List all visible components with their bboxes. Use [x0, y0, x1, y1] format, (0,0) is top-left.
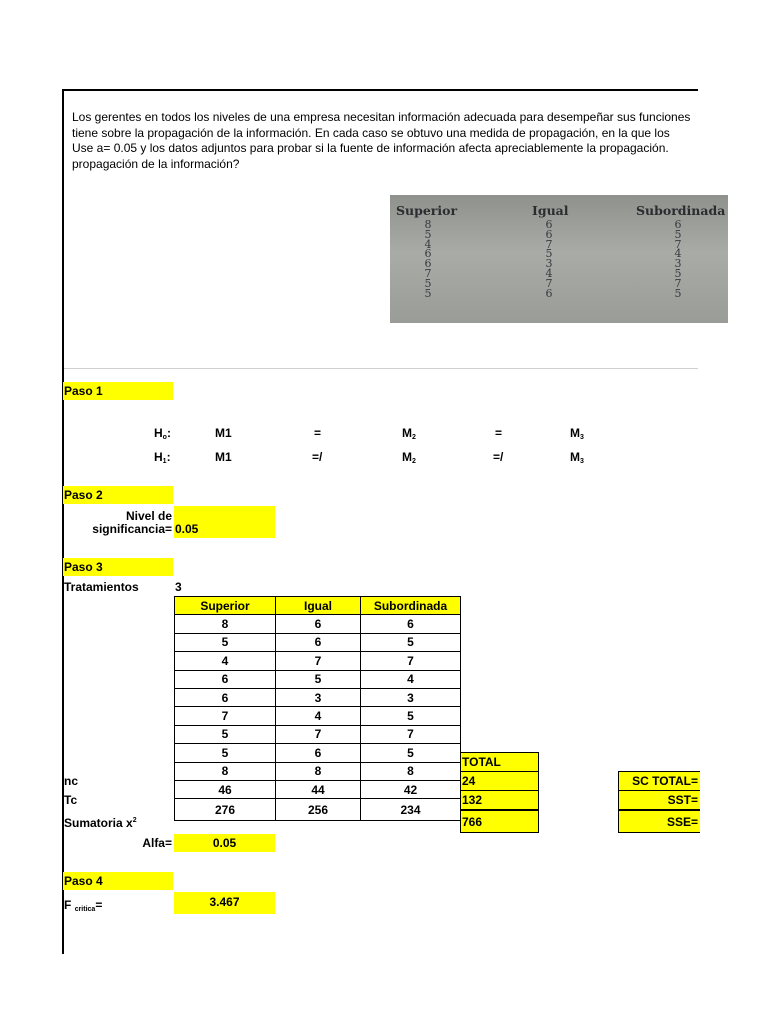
table-row: 6 5 4 — [175, 670, 461, 688]
anova-data-table — [174, 596, 461, 821]
sse-label: SSE= — [618, 810, 700, 833]
h1-symbol: $H_1$: — [154, 450, 171, 465]
alfa-value[interactable]: 0.05 — [174, 834, 275, 852]
table-row: 6 3 3 — [175, 688, 461, 706]
tc-total[interactable]: 132 — [460, 790, 539, 810]
table-row: 4 7 7 — [175, 652, 461, 670]
table-row: 5 6 5 — [175, 633, 461, 651]
h0-m3: $M_3$ — [570, 426, 584, 441]
sheet-top-border — [62, 89, 698, 91]
h0-op2: = — [495, 426, 503, 440]
photo-col-superior: 8 5 4 6 6 7 5 5 — [424, 218, 432, 300]
nivel-significancia-label: Nivel de significancia= — [92, 509, 172, 536]
table-row: 7 4 5 — [175, 707, 461, 725]
problem-line: Los gerentes en todos los niveles de una empresa necesitan información adecuada para desempeñar sus funciones — [72, 110, 691, 124]
problem-line: tiene sobre la propagación de la información. En cada caso se obtuvo una medida de propagación, en la que los — [72, 125, 670, 140]
h0-m1: M1 — [215, 426, 232, 440]
h1-m3: $M_3$ — [570, 450, 584, 465]
table-header-row — [175, 597, 461, 615]
f-critica-label: F $_{critica}$= — [64, 898, 103, 913]
hypothesis-alternative — [0, 450, 768, 466]
nc-label: nc — [64, 774, 79, 788]
paso3-label: Paso 3 — [63, 558, 173, 576]
h0-op1: = — [314, 426, 322, 440]
hypothesis-null — [0, 426, 768, 442]
table-row: 5 7 7 — [175, 725, 461, 743]
h0-symbol: $H_o$: — [154, 426, 171, 441]
paso2-label: Paso 2 — [63, 486, 173, 504]
tratamientos-value: 3 — [175, 580, 182, 594]
data-photo — [390, 195, 728, 323]
tc-label: Tc — [64, 793, 78, 807]
h1-m1: M1 — [215, 450, 232, 464]
table-row: 5 6 5 — [175, 744, 461, 762]
tc-row: 46 44 42 — [175, 780, 461, 798]
table-row: 8 6 6 — [175, 615, 461, 633]
photo-header-superior: Superior — [396, 203, 458, 218]
col-header-superior: Superior — [175, 597, 276, 615]
total-header: TOTAL — [460, 752, 539, 772]
nivel-significancia-value[interactable]: 0.05 — [174, 506, 275, 538]
f-critica-value[interactable]: 3.467 — [174, 892, 275, 914]
paso4-label: Paso 4 — [63, 872, 173, 890]
h1-op2: =/ — [493, 450, 504, 464]
problem-line: Use a= 0.05 y los datos adjuntos para probar si la fuente de información afecta apreciablemente la propagación. — [72, 141, 669, 155]
col-header-igual: Igual — [276, 597, 361, 615]
col-header-subordinada: Subordinada — [361, 597, 461, 615]
photo-col-igual: 6 6 7 5 3 4 7 6 — [545, 218, 553, 300]
section-divider — [64, 368, 698, 369]
sumx2-total[interactable]: 766 — [460, 810, 539, 833]
sc-total-label: SC TOTAL= — [618, 771, 700, 791]
h0-m2: $M_2$ — [402, 426, 416, 441]
tratamientos-label: Tratamientos — [64, 580, 139, 594]
sumx2-row: 276 256 234 — [175, 799, 461, 821]
photo-header-igual: Igual — [532, 203, 569, 218]
alfa-label: Alfa= — [142, 836, 172, 850]
problem-line: propagación de la información? — [72, 156, 240, 171]
paso1-label: Paso 1 — [63, 382, 173, 400]
nc-row: 8 8 8 — [175, 762, 461, 780]
sst-label: SST= — [618, 790, 700, 810]
sumx2-label: Sumatoria $x^2$ — [64, 816, 137, 830]
nc-total[interactable]: 24 — [460, 771, 539, 791]
problem-statement — [72, 110, 698, 172]
photo-col-subordinada: 6 5 7 4 3 5 7 5 — [674, 218, 682, 300]
h1-op1: =/ — [312, 450, 323, 464]
h1-m2: $M_2$ — [402, 450, 416, 465]
photo-header-subordinada: Subordinada — [636, 203, 726, 218]
